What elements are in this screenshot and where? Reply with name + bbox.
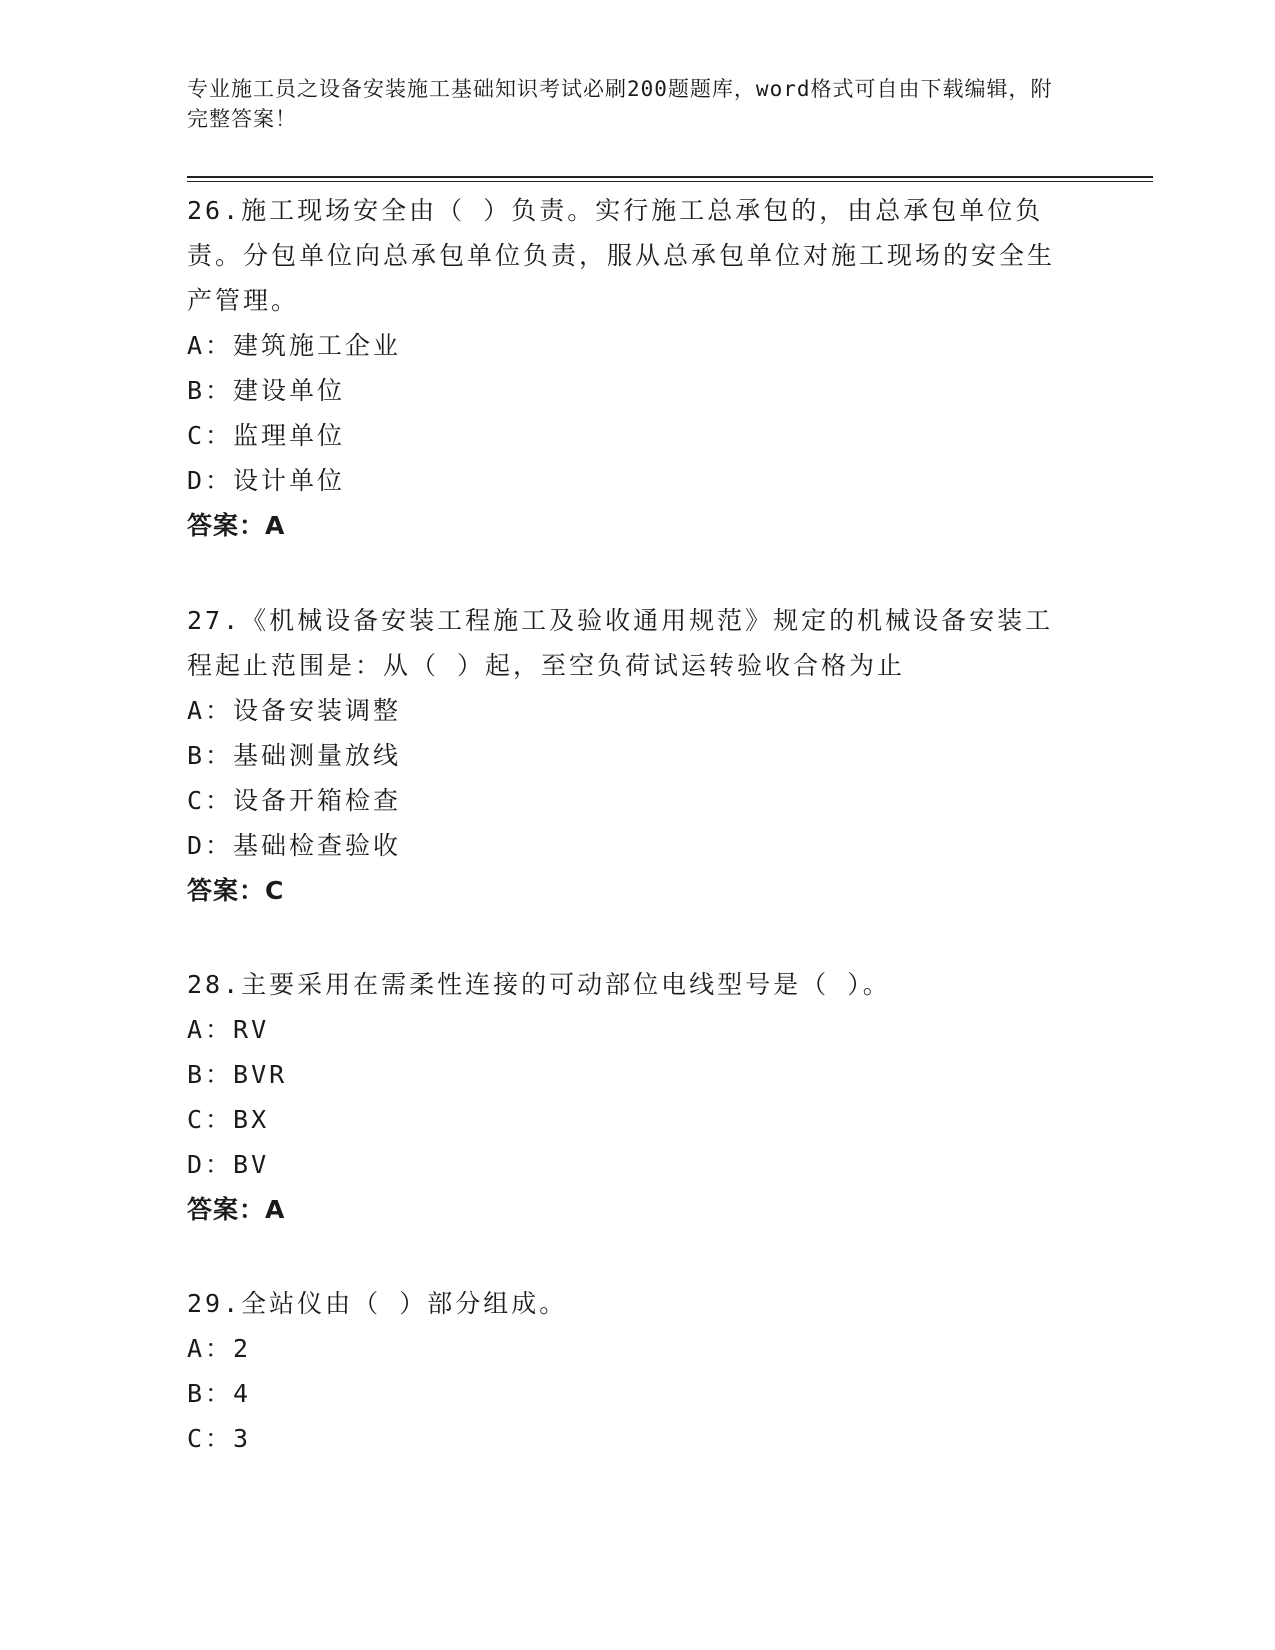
- answer: 答案：A: [187, 511, 286, 540]
- question-29: [187, 1281, 1067, 1461]
- option-d: D：BV: [187, 1150, 270, 1179]
- option-b: B：建设单位: [187, 376, 346, 405]
- option-c: C：监理单位: [187, 421, 346, 450]
- answer: 答案：A: [187, 1195, 286, 1224]
- option-c: C：设备开箱检查: [187, 786, 402, 815]
- option-a: A：建筑施工企业: [187, 331, 402, 360]
- question-26: [187, 188, 1067, 548]
- question-stem: 28.主要采用在需柔性连接的可动部位电线型号是（ ）。: [187, 970, 891, 999]
- option-c: C：3: [187, 1424, 252, 1453]
- question-stem: 29.全站仪由（ ）部分组成。: [187, 1289, 568, 1318]
- option-c: C：BX: [187, 1105, 270, 1134]
- document-header: 专业施工员之设备安装施工基础知识考试必刷200题题库，word格式可自由下载编辑，附完整答案！: [187, 77, 1053, 131]
- answer: 答案：C: [187, 876, 285, 905]
- option-a: A：RV: [187, 1015, 270, 1044]
- option-b: B：4: [187, 1379, 252, 1408]
- option-b: B：基础测量放线: [187, 741, 402, 770]
- question-stem: 26.施工现场安全由（ ）负责。实行施工总承包的，由总承包单位负责。分包单位向总承包单位负责，服从总承包单位对施工现场的安全生产管理。: [187, 196, 1056, 315]
- option-d: D：基础检查验收: [187, 831, 402, 860]
- option-b: B：BVR: [187, 1060, 288, 1089]
- option-a: A：2: [187, 1334, 252, 1363]
- question-stem: 27.《机械设备安装工程施工及验收通用规范》规定的机械设备安装工程起止范围是：从（ ）起，至空负荷试运转验收合格为止: [187, 606, 1054, 680]
- option-d: D：设计单位: [187, 466, 346, 495]
- header-divider-thick: [187, 176, 1153, 178]
- header-divider-thin: [187, 181, 1153, 182]
- question-28: [187, 962, 1067, 1232]
- question-27: [187, 598, 1067, 913]
- option-a: A：设备安装调整: [187, 696, 402, 725]
